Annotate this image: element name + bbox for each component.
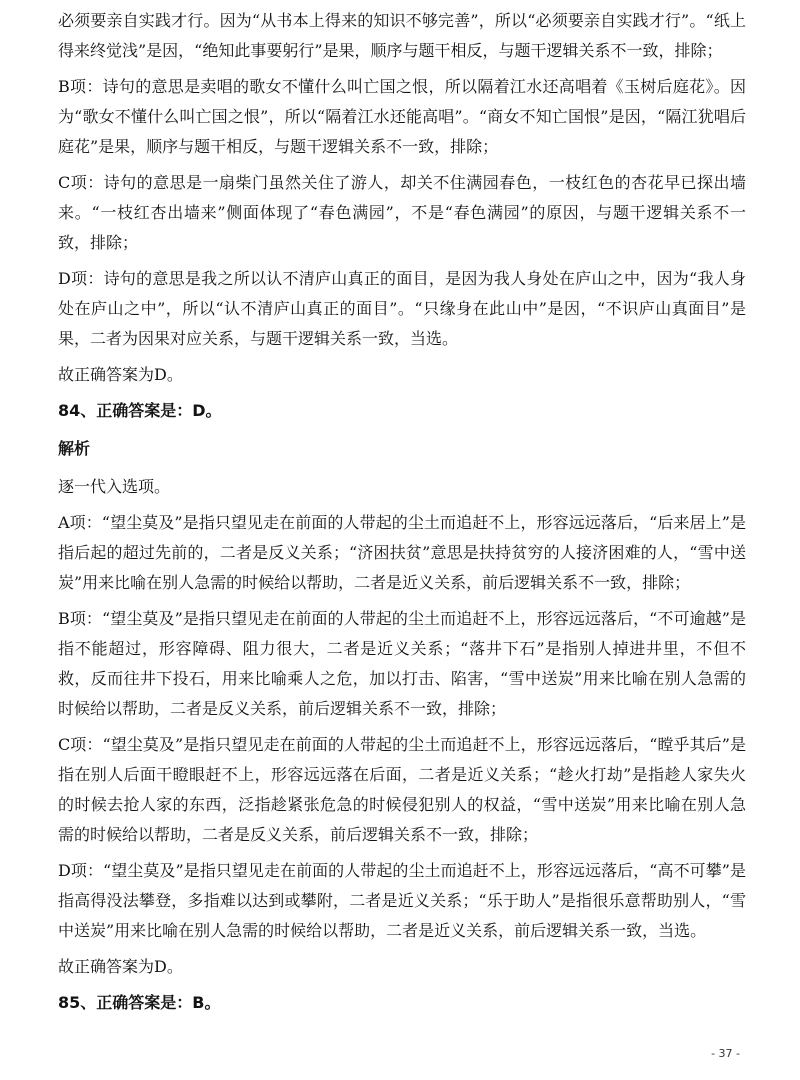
- analysis-heading: 解析: [58, 439, 91, 458]
- paragraph-option-c-84: C项：“望尘莫及”是指只望见走在前面的人带起的尘土而追赶不上，形容远远落后，“瞠乎其后”是指在别人后面干瞪眼赶不上，形容远远落在后面，二者是近义关系；“趁火打劫”是指趁人家失火的时候去抢人家的东西，泛指趁紧张危急的时候侵犯别人的权益，“雪中送炭”用来比喻在别人急需的时候给以帮助，二者是反义关系，前后逻辑关系不一致，排除；: [58, 735, 746, 844]
- paragraph-option-b-84: B项：“望尘莫及”是指只望见走在前面的人带起的尘土而追赶不上，形容远远落后，“不可逾越”是指不能超过，形容障碍、阻力很大，二者是近义关系；“落井下石”是指别人掉进井里，不但不救，反而往井下投石，用来比喻乘人之危，加以打击、陷害，“雪中送炭”用来比喻在别人急需的时候给以帮助，二者是反义关系，前后逻辑关系不一致，排除；: [58, 609, 746, 718]
- answer-heading-84: 84、正确答案是：D。: [58, 401, 222, 420]
- paragraph-option-a: A项：“望尘莫及”是指只望见走在前面的人带起的尘土而追赶不上，形容远远落后，“后来居上”是指后起的超过先前的，二者是反义关系；“济困扶贫”意思是扶持贫穷的人接济困难的人，“雪中送炭”用来比喻在别人急需的时候给以帮助，二者是近义关系，前后逻辑关系不一致，排除；: [58, 513, 746, 592]
- answer-conclusion-84: 故正确答案为D。: [58, 957, 183, 976]
- paragraph-intro: 逐一代入选项。: [58, 477, 171, 496]
- paragraph-option-a-explanation-end: 必须要亲自实践才行。因为“从书本上得来的知识不够完善”，所以“必须要亲自实践才行”。“纸上得来终觉浅”是因，“绝知此事要躬行”是果，顺序与题干相反，与题干逻辑关系不一致，排除；: [58, 11, 746, 60]
- answer-heading-85: 85、正确答案是：B。: [58, 993, 221, 1012]
- paragraph-option-d: D项：诗句的意思是我之所以认不清庐山真正的面目，是因为我人身处在庐山之中，因为“我人身处在庐山之中”，所以“认不清庐山真正的面目”。“只缘身在此山中”是因，“不识庐山真面目”是果，二者为因果对应关系，与题干逻辑关系一致，当选。: [58, 269, 746, 348]
- answer-conclusion-83: 故正确答案为D。: [58, 365, 183, 384]
- paragraph-option-b: B项：诗句的意思是卖唱的歌女不懂什么叫亡国之恨，所以隔着江水还高唱着《玉树后庭花》。因为“歌女不懂什么叫亡国之恨”，所以“隔着江水还能高唱”。“商女不知亡国恨”是因，“隔江犹唱后庭花”是果，顺序与题干相反，与题干逻辑关系不一致，排除；: [58, 77, 746, 156]
- document-page: [58, 6, 746, 1026]
- paragraph-option-c: C项：诗句的意思是一扇柴门虽然关住了游人，却关不住满园春色，一枝红色的杏花早已探出墙来。“一枝红杏出墙来”侧面体现了“春色满园”，不是“春色满园”的原因，与题干逻辑关系不一致，排除；: [58, 173, 746, 252]
- page-number: - 37 -: [711, 1047, 740, 1060]
- paragraph-option-d-84: D项：“望尘莫及”是指只望见走在前面的人带起的尘土而追赶不上，形容远远落后，“高不可攀”是指高得没法攀登，多指难以达到或攀附，二者是近义关系；“乐于助人”是指很乐意帮助别人，“雪中送炭”用来比喻在别人急需的时候给以帮助，二者是近义关系，前后逻辑关系一致，当选。: [58, 861, 746, 940]
